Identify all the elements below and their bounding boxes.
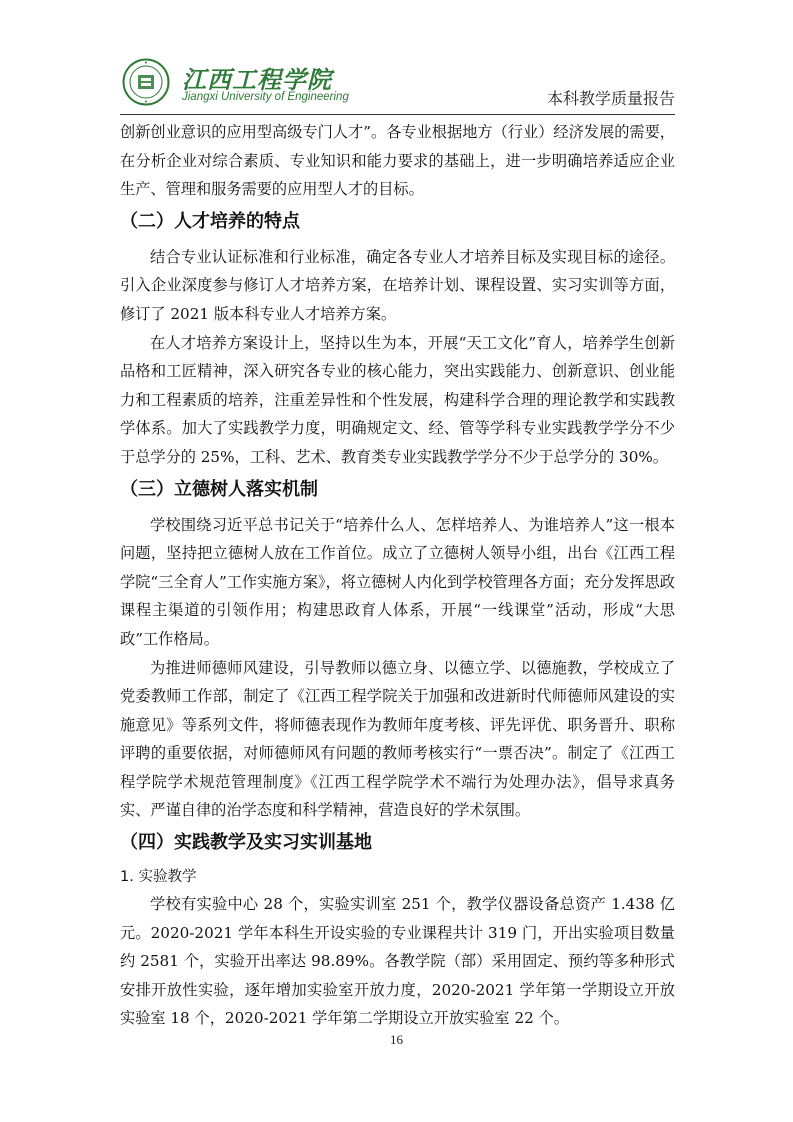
paragraph-3-1: 学校围绕习近平总书记关于“培养什么人、怎样培养人、为谁培养人”这一根本问题，坚持把立德树人放在工作首位。成立了立德树人领导小组，出台《江西工程学院“三全育人”工作实施方案》，将立德树人内化到学校管理各方面；充分发挥思政课程主渠道的引领作用；构建思政育人体系，开展“一线课堂”活动，形成“大思政”工作格局。 [120,515,675,648]
paragraph-4-1: 学校有实验中心 28 个，实验实训室 251 个，教学仪器设备总资产 1.438 亿元。2020-2021 学年本科生开设实验的专业课程共计 319 门，开出实验项目数量约 2581 个，实验开出率达 98.89%。各教学院（部）采用固定、预约等多种形式安排开放性实验，逐年增加实验室开放力度，2020-2021 学年第一学期设立开放实验室 18 个，2020-2021 学年第二学期设立开放实验室 22 个。 [120,895,675,1028]
paragraph-2-2: 在人才培养方案设计上，坚持以生为本，开展“天工文化”育人，培养学生创新品格和工匠精神，深入研究各专业的核心能力，突出实践能力、创新意识、创业能力和工程素质的培养，注重差异性和个性发展，构建科学合理的理论教学和实践教学体系。加大了实践教学力度，明确规定文、经、管等学科专业实践教学学分不少于总学分的 25%，工科、艺术、教育类专业实践教学学分不少于总学分的 30%。 [120,333,675,466]
paragraph-3-2: 为推进师德师风建设，引导教师以德立身、以德立学、以德施教，学校成立了党委教师工作部，制定了《江西工程学院关于加强和改进新时代师德师风建设的实施意见》等系列文件，将师德表现作为教师年度考核、评先评优、职务晋升、职称评聘的重要依据，对师德师风有问题的教师考核实行“一票否决”。制定了《江西工程学院学术规范管理制度》《江西工程学院学术不端行为处理办法》，倡导求真务实、严谨自律的治学态度和科学精神，营造良好的学术氛围。 [120,658,675,820]
paragraph-2-1: 结合专业认证标准和行业标准，确定各专业人才培养目标及实现目标的途径。引入企业深度参与修订人才培养方案，在培养计划、课程设置、实习实训等方面，修订了 2021 版本科专业人才培养方案。 [120,247,675,323]
university-seal-icon [122,58,170,106]
university-name-en: Jiangxi University of Engineering [182,91,349,103]
subsection-heading-4-1: 1. 实验教学 [120,869,197,886]
page-header [120,52,675,112]
page-number: 16 [390,1032,403,1047]
university-name-cn: 江西工程学院 [182,66,332,94]
report-title: 本科教学质量报告 [546,89,675,108]
header-divider [120,114,675,115]
paragraph-intro: 创新创业意识的应用型高级专门人才”。各专业根据地方（行业）经济发展的需要，在分析企业对综合素质、专业知识和能力要求的基础上，进一步明确培养适应企业生产、管理和服务需要的应用型人才的目标。 [120,123,675,199]
page-body [120,118,675,1033]
section-heading-4: （四）实践教学及实习实训基地 [120,832,372,854]
section-heading-2: （二）人才培养的特点 [120,210,300,232]
section-heading-3: （三）立德树人落实机制 [120,478,318,500]
